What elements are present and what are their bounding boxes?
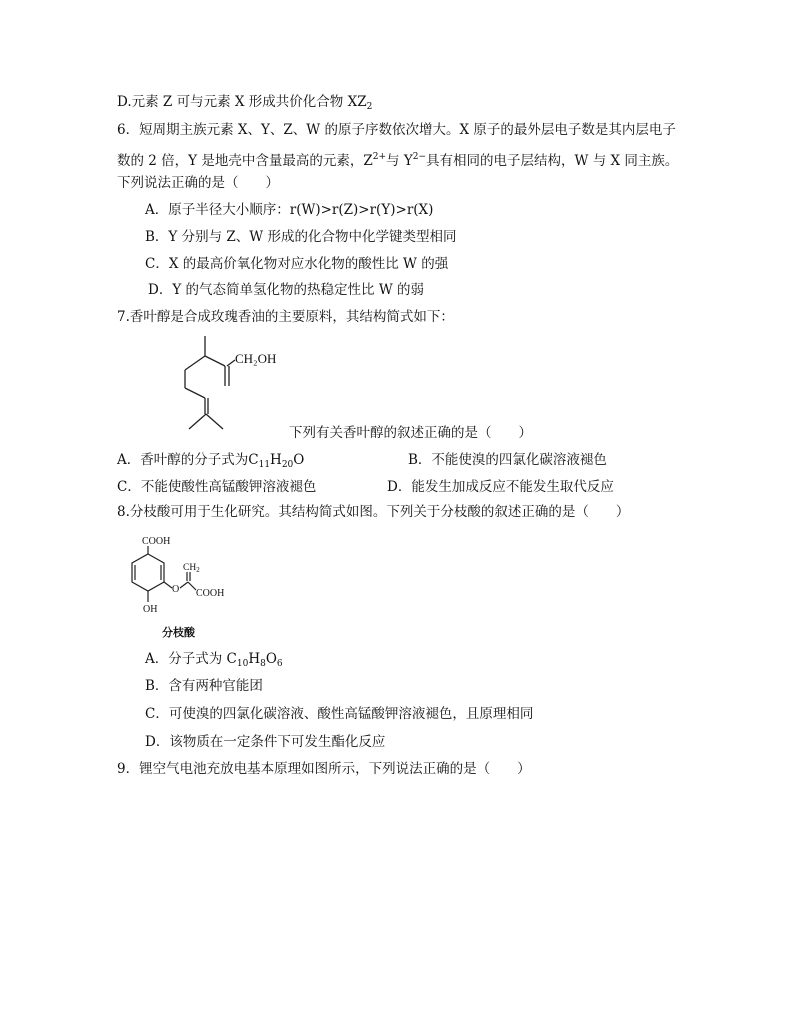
q7-option-d: D．能发生加成反应不能发生取代反应 — [387, 479, 614, 495]
q8-option-c: C．可使溴的四氯化碳溶液、酸性高锰酸钾溶液褪色，且原理相同 — [145, 706, 534, 722]
cooh-right-label: COOH — [196, 588, 225, 599]
oh-label: OH — [143, 604, 158, 615]
ether-o-label: O — [172, 584, 180, 595]
q6-stem-line1: 6．短周期主族元素 X、Y、Z、W 的原子序数依次增大。X 原子的最外层电子数是其内层电子 — [117, 122, 676, 138]
q6-stem-line2: 数的 2 倍，Y 是地壳中含量最高的元素，$Z^{2+}$与 $Y^{2-}$具有相同的电子层结构，W 与 X 同主族。 — [117, 152, 679, 169]
q6-option-b: B．Y 分别与 Z、W 形成的化合物中化学键类型相同 — [145, 229, 457, 245]
chorismic-acid-caption: 分枝酸 — [162, 627, 195, 639]
q7-stem: 7.香叶醇是合成玫瑰香油的主要原料，其结构简式如下： — [117, 309, 454, 325]
cooh-top-label: COOH — [142, 536, 171, 547]
q6-question: 下列说法正确的是（ ） — [117, 175, 279, 191]
q8-option-a: A．分子式为 $C_{10}H_8O_6$ — [145, 651, 283, 669]
q7-option-c: C．不能使酸性高锰酸钾溶液褪色 — [117, 479, 317, 495]
q7-option-b: B．不能使溴的四氯化碳溶液褪色 — [408, 452, 607, 468]
ch2-label: $CH_2$ — [183, 563, 200, 574]
q5-option-d: D.元素 Z 可与元素 X 形成共价化合物 $XZ_2$ — [117, 94, 373, 112]
q8-stem: 8.分枝酸可用于生化研究。其结构简式如图。下列关于分枝酸的叙述正确的是（ ） — [117, 504, 630, 520]
chorismic-acid-structure — [118, 532, 258, 644]
q6-option-d: D．Y 的气态简单氢化物的热稳定性比 W 的弱 — [148, 282, 424, 298]
q7-option-a: A．香叶醇的分子式为$C_{11}H_{20}O$ — [117, 452, 305, 470]
ch2oh-label: CH₂OH — [235, 351, 277, 366]
geraniol-structure — [175, 332, 325, 432]
q6-option-a: A．原子半径大小顺序：r(W)>r(Z)>r(Y)>r(X) — [145, 202, 434, 218]
q8-option-d: D．该物质在一定条件下可发生酯化反应 — [145, 734, 386, 750]
q6-option-c: C．X 的最高价氧化物对应水化物的酸性比 W 的强 — [145, 256, 449, 272]
q7-question: 下列有关香叶醇的叙述正确的是（ ） — [289, 425, 532, 441]
q9-stem: 9．锂空气电池充放电基本原理如图所示，下列说法正确的是（ ） — [117, 761, 531, 777]
q8-option-b: B．含有两种官能团 — [145, 678, 263, 694]
